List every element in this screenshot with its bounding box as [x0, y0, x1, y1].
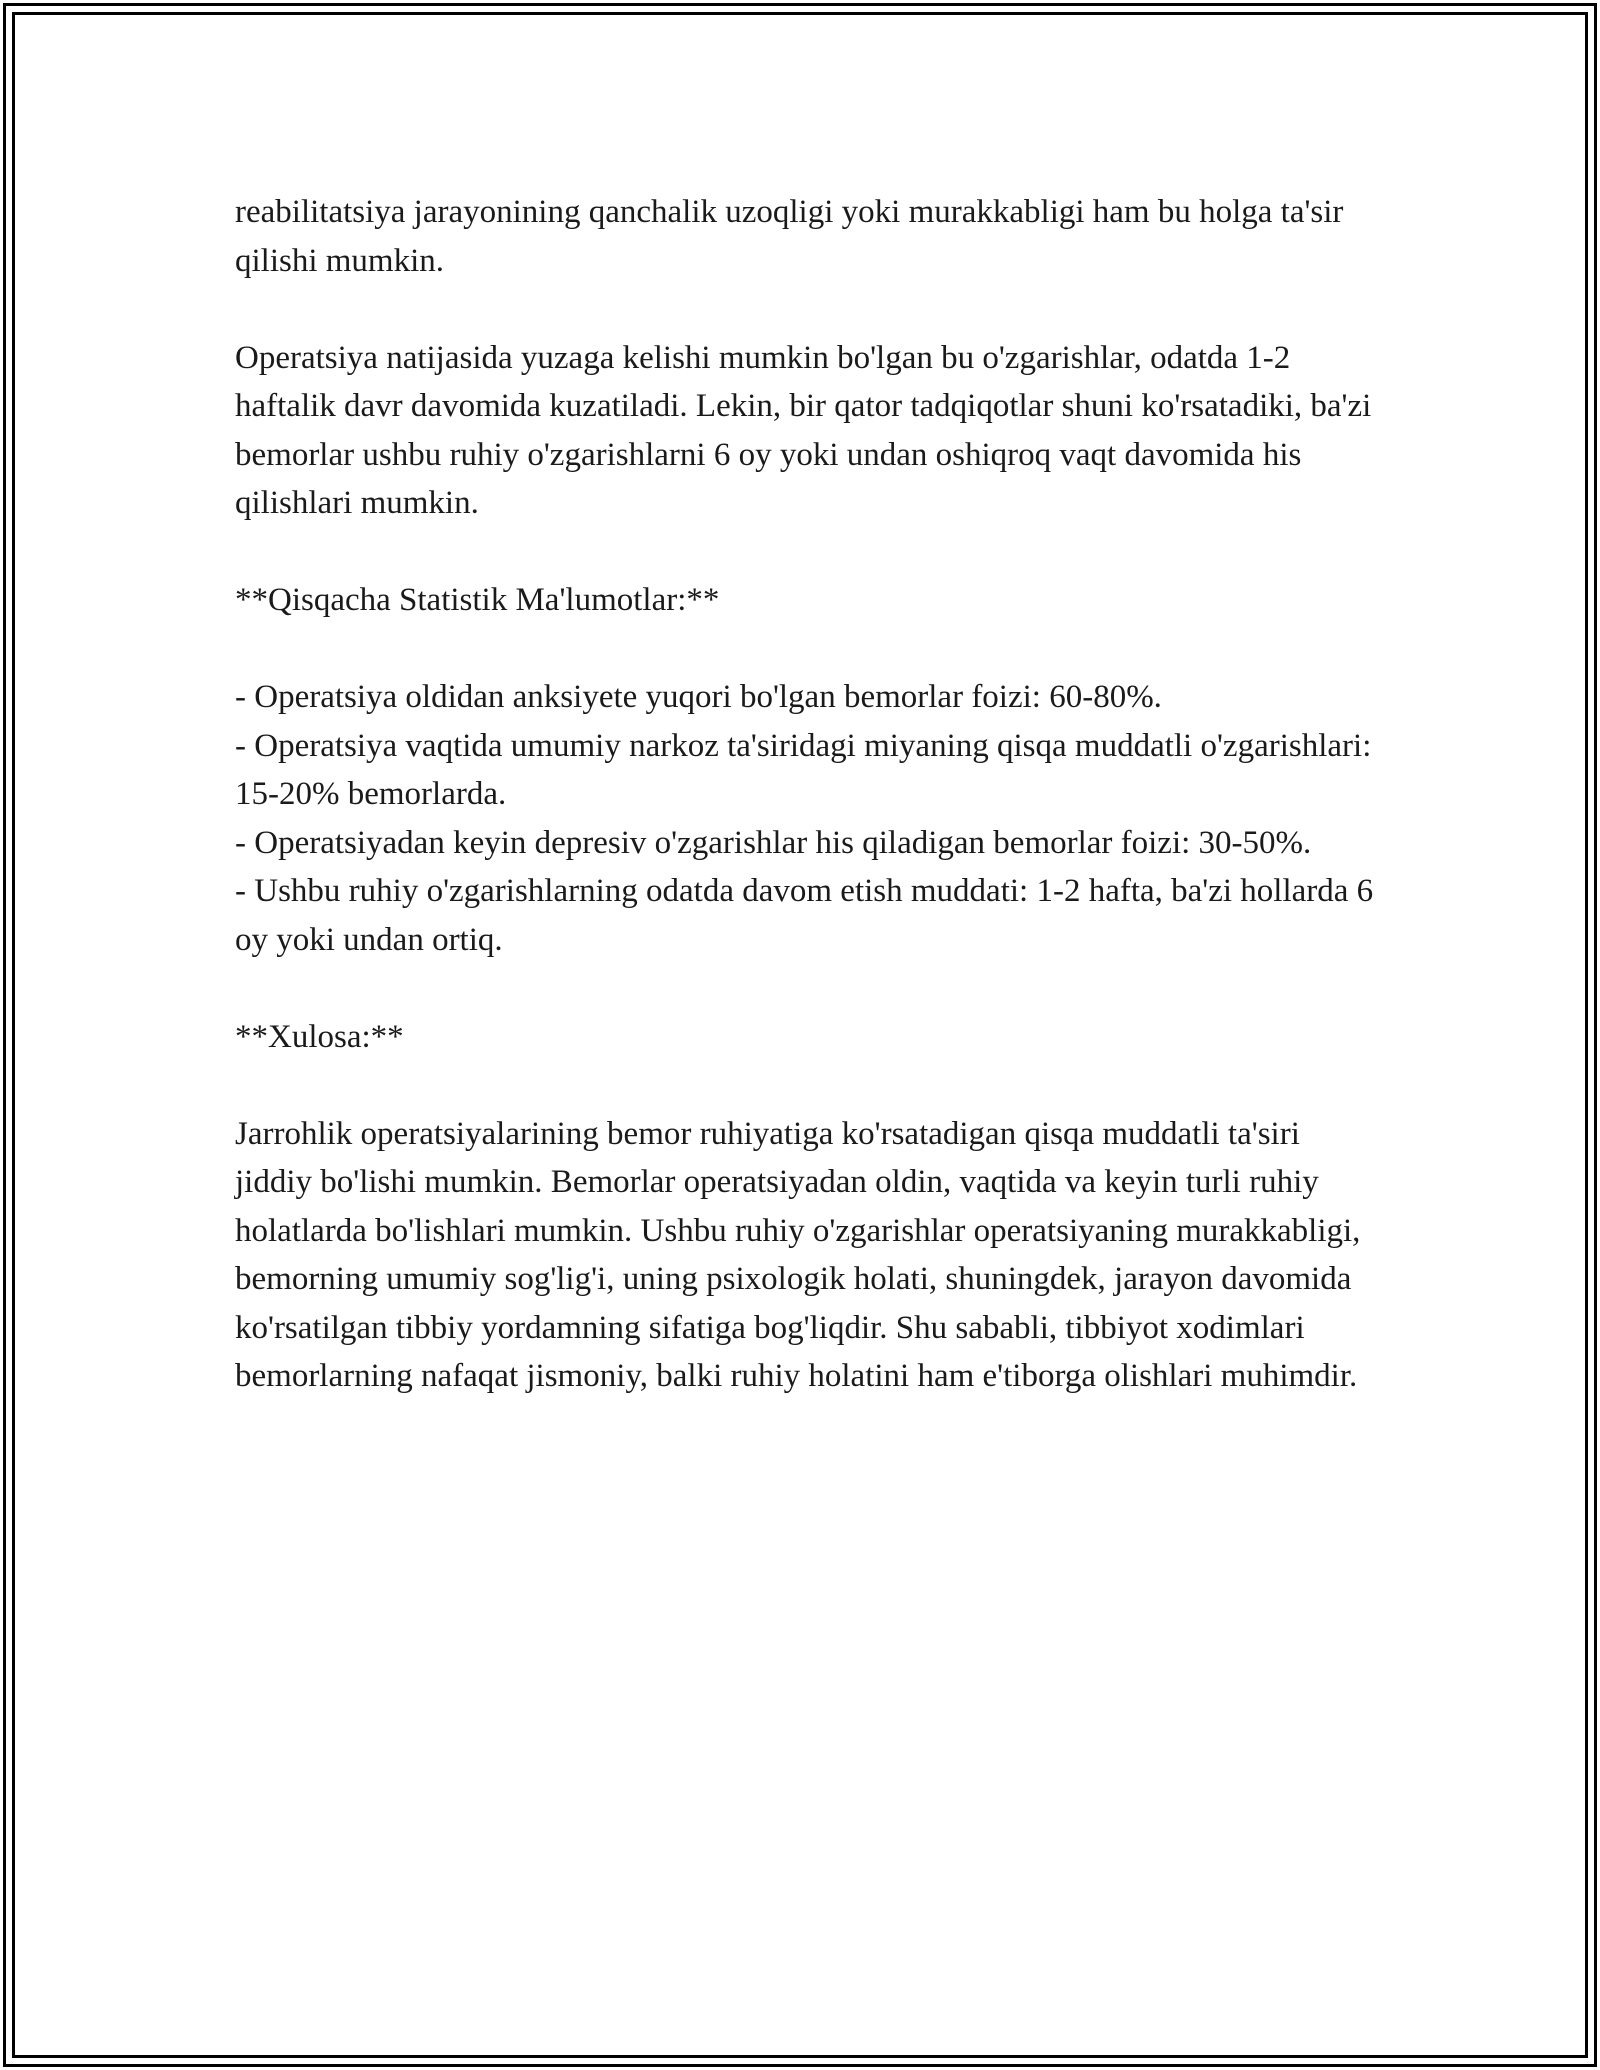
- stats-item: - Operatsiya oldidan anksiyete yuqori bo'lgan bemorlar foizi: 60-80%.: [235, 679, 1162, 715]
- document-body: [235, 188, 1385, 1449]
- stats-heading: **Qisqacha Statistik Ma'lumotlar:**: [235, 582, 720, 618]
- conclusion-paragraph: Jarrohlik operatsiyalarining bemor ruhiyatiga ko'rsatadigan qisqa muddatli ta'siri jiddiy bo'lishi mumkin. Bemorlar operatsiyadan oldin, vaqtida va keyin turli ruhiy holatlarda bo'lishlari mumkin. Ushbu ruhiy o'zgarishlar operatsiyaning murakkabligi, bemorning umumiy sog'lig'i, uning psixologik holati, shuningdek, jarayon davomida ko'rsatilgan tibbiy yordamning sifatiga bog'liqdir. Shu sababli, tibbiyot xodimlari bemorlarning nafaqat jismoniy, balki ruhiy holatini ham e'tiborga olishlari muhimdir.: [235, 1115, 1361, 1394]
- stats-item: - Ushbu ruhiy o'zgarishlarning odatda davom etish muddati: 1-2 hafta, ba'zi hollarda 6 oy yoki undan ortiq.: [235, 873, 1374, 958]
- paragraph-intro-continuation: reabilitatsiya jarayonining qanchalik uzoqligi yoki murakkabligi ham bu holga ta'sir qilishi mumkin.: [235, 194, 1344, 279]
- stats-item: - Operatsiya vaqtida umumiy narkoz ta'siridagi miyaning qisqa muddatli o'zgarishlari: 15-20% bemorlarda.: [235, 727, 1372, 812]
- stats-list: [235, 673, 1385, 964]
- stats-item: - Operatsiyadan keyin depresiv o'zgarishlar his qiladigan bemorlar foizi: 30-50%.: [235, 824, 1312, 861]
- conclusion-heading: **Xulosa:**: [235, 1018, 404, 1055]
- paragraph-duration-observation: Operatsiya natijasida yuzaga kelishi mumkin bo'lgan bu o'zgarishlar, odatda 1-2 haftalik davr davomida kuzatiladi. Lekin, bir qator tadqiqotlar shuni ko'rsatadiki, ba'zi bemorlar ushbu ruhiy o'zgarishlarni 6 oy yoki undan oshiqroq vaqt davomida his qilishlari mumkin.: [235, 339, 1372, 521]
